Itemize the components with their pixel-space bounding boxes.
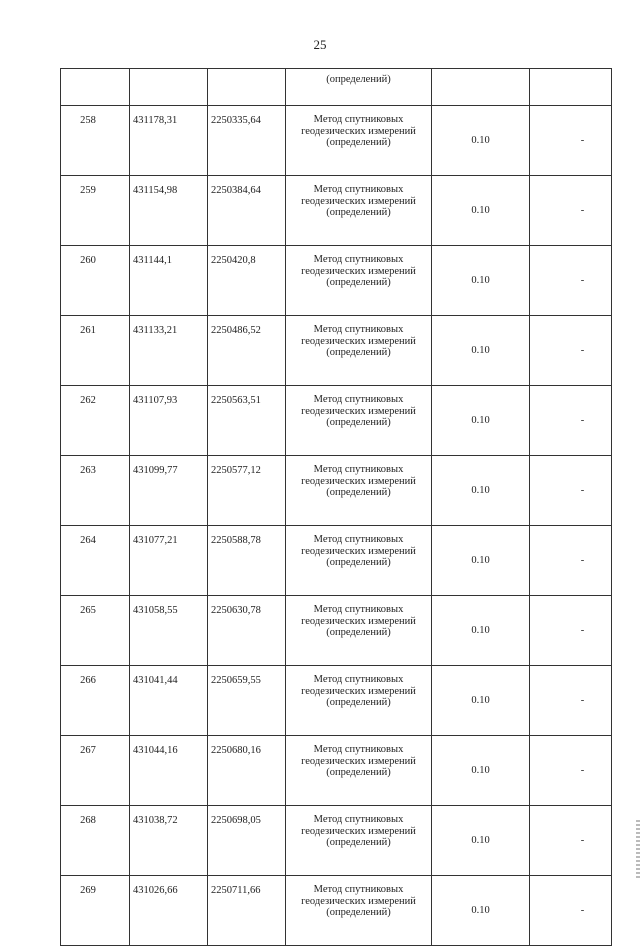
table-row (61, 316, 612, 386)
scan-edge-mark (636, 820, 640, 880)
coordinates-table (60, 68, 612, 946)
cell-note: - (530, 386, 612, 456)
method-line-1: Метод спутниковых (313, 254, 404, 265)
cell-y: 2250420,8 (208, 246, 286, 316)
cell-y: 2250335,64 (208, 106, 286, 176)
cell-method (286, 176, 432, 246)
method-line-2: геодезических измерений (301, 825, 416, 837)
table-row (61, 666, 612, 736)
cell-x: 431077,21 (130, 526, 208, 596)
cell-accuracy: 0.10 (432, 386, 530, 456)
cell-method (286, 806, 432, 876)
cell-accuracy: 0.10 (432, 596, 530, 666)
cell-accuracy: 0.10 (432, 736, 530, 806)
cell-x (130, 69, 208, 106)
cell-x: 431133,21 (130, 316, 208, 386)
method-line-1: Метод спутниковых (313, 604, 404, 615)
cell-x: 431044,16 (130, 736, 208, 806)
cell-x: 431038,72 (130, 806, 208, 876)
cell-x: 431058,55 (130, 596, 208, 666)
method-line-3: (определений) (326, 207, 391, 218)
method-line-1: Метод спутниковых (313, 814, 404, 825)
cell-accuracy: 0.10 (432, 806, 530, 876)
cell-y (208, 69, 286, 106)
cell-y: 2250563,51 (208, 386, 286, 456)
method-line-3: (определений) (326, 347, 391, 358)
table-row (61, 246, 612, 316)
cell-y: 2250486,52 (208, 316, 286, 386)
cell-num: 265 (61, 596, 130, 666)
cell-y: 2250698,05 (208, 806, 286, 876)
cell-y: 2250577,12 (208, 456, 286, 526)
cell-y: 2250659,55 (208, 666, 286, 736)
method-line-1: Метод спутниковых (313, 534, 404, 545)
method-line-3: (определений) (326, 277, 391, 288)
cell-x: 431107,93 (130, 386, 208, 456)
cell-note (530, 69, 612, 106)
cell-y: 2250384,64 (208, 176, 286, 246)
table-row-continuation (61, 69, 612, 106)
table-row (61, 456, 612, 526)
method-line-3: (определений) (326, 557, 391, 568)
method-line-2: геодезических измерений (301, 615, 416, 627)
cell-method (286, 316, 432, 386)
cell-num: 263 (61, 456, 130, 526)
method-line-2: геодезических измерений (301, 755, 416, 767)
method-line-3: (определений) (326, 137, 391, 148)
cell-note: - (530, 876, 612, 946)
method-line-3: (определений) (326, 837, 391, 848)
method-line-2: геодезических измерений (301, 125, 416, 137)
cell-accuracy: 0.10 (432, 456, 530, 526)
method-line-1: Метод спутниковых (313, 744, 404, 755)
cell-accuracy: 0.10 (432, 666, 530, 736)
method-line-2: геодезических измерений (301, 545, 416, 557)
cell-note: - (530, 106, 612, 176)
method-line-1: Метод спутниковых (313, 674, 404, 685)
cell-num: 259 (61, 176, 130, 246)
table-row (61, 596, 612, 666)
table-row (61, 876, 612, 946)
method-line-3: (определений) (326, 627, 391, 638)
method-line-1: Метод спутниковых (313, 394, 404, 405)
cell-accuracy (432, 69, 530, 106)
cell-note: - (530, 176, 612, 246)
method-line-2: геодезических измерений (301, 265, 416, 277)
cell-accuracy: 0.10 (432, 176, 530, 246)
table-row (61, 806, 612, 876)
method-line-2: геодезических измерений (301, 405, 416, 417)
cell-method (286, 736, 432, 806)
cell-num: 267 (61, 736, 130, 806)
method-line-1: Метод спутниковых (313, 464, 404, 475)
method-line-2: геодезических измерений (301, 335, 416, 347)
method-line-2: геодезических измерений (301, 895, 416, 907)
cell-note: - (530, 666, 612, 736)
cell-num: 258 (61, 106, 130, 176)
cell-num: 261 (61, 316, 130, 386)
method-line-1: Метод спутниковых (313, 114, 404, 125)
method-line-1: Метод спутниковых (313, 184, 404, 195)
cell-note: - (530, 316, 612, 386)
cell-x: 431026,66 (130, 876, 208, 946)
cell-method (286, 246, 432, 316)
cell-method (286, 106, 432, 176)
cell-method (286, 386, 432, 456)
cell-num: 266 (61, 666, 130, 736)
cell-note: - (530, 806, 612, 876)
cell-x: 431154,98 (130, 176, 208, 246)
cell-accuracy: 0.10 (432, 316, 530, 386)
method-line-3: (определений) (326, 487, 391, 498)
cell-num: 260 (61, 246, 130, 316)
cell-method (286, 456, 432, 526)
cell-y: 2250588,78 (208, 526, 286, 596)
table-row (61, 526, 612, 596)
table-row (61, 106, 612, 176)
method-line-2: геодезических измерений (301, 195, 416, 207)
cell-method (286, 876, 432, 946)
method-line-1: Метод спутниковых (313, 324, 404, 335)
cell-method (286, 666, 432, 736)
cell-method (286, 526, 432, 596)
cell-y: 2250680,16 (208, 736, 286, 806)
method-line-3: (определений) (326, 767, 391, 778)
cell-method (286, 596, 432, 666)
method-line-3: (определений) (326, 697, 391, 708)
cell-num: 262 (61, 386, 130, 456)
method-line-3: (определений) (326, 417, 391, 428)
cell-num: 269 (61, 876, 130, 946)
cell-note: - (530, 736, 612, 806)
cell-note: - (530, 246, 612, 316)
cell-num: 264 (61, 526, 130, 596)
cell-note: - (530, 596, 612, 666)
method-line-1: Метод спутниковых (313, 884, 404, 895)
cell-x: 431178,31 (130, 106, 208, 176)
cell-x: 431144,1 (130, 246, 208, 316)
cell-note: - (530, 526, 612, 596)
cell-x: 431099,77 (130, 456, 208, 526)
method-line-3: (определений) (326, 907, 391, 918)
cell-num (61, 69, 130, 106)
cell-x: 431041,44 (130, 666, 208, 736)
cell-accuracy: 0.10 (432, 876, 530, 946)
method-line-2: геодезических измерений (301, 685, 416, 697)
method-line-2: геодезических измерений (301, 475, 416, 487)
cell-method: (определений) (286, 69, 432, 106)
page-number: 25 (313, 37, 327, 52)
cell-accuracy: 0.10 (432, 106, 530, 176)
table-row (61, 176, 612, 246)
cell-y: 2250630,78 (208, 596, 286, 666)
table-row (61, 386, 612, 456)
cell-accuracy: 0.10 (432, 526, 530, 596)
cell-num: 268 (61, 806, 130, 876)
cell-y: 2250711,66 (208, 876, 286, 946)
cell-accuracy: 0.10 (432, 246, 530, 316)
cell-note: - (530, 456, 612, 526)
table-row (61, 736, 612, 806)
